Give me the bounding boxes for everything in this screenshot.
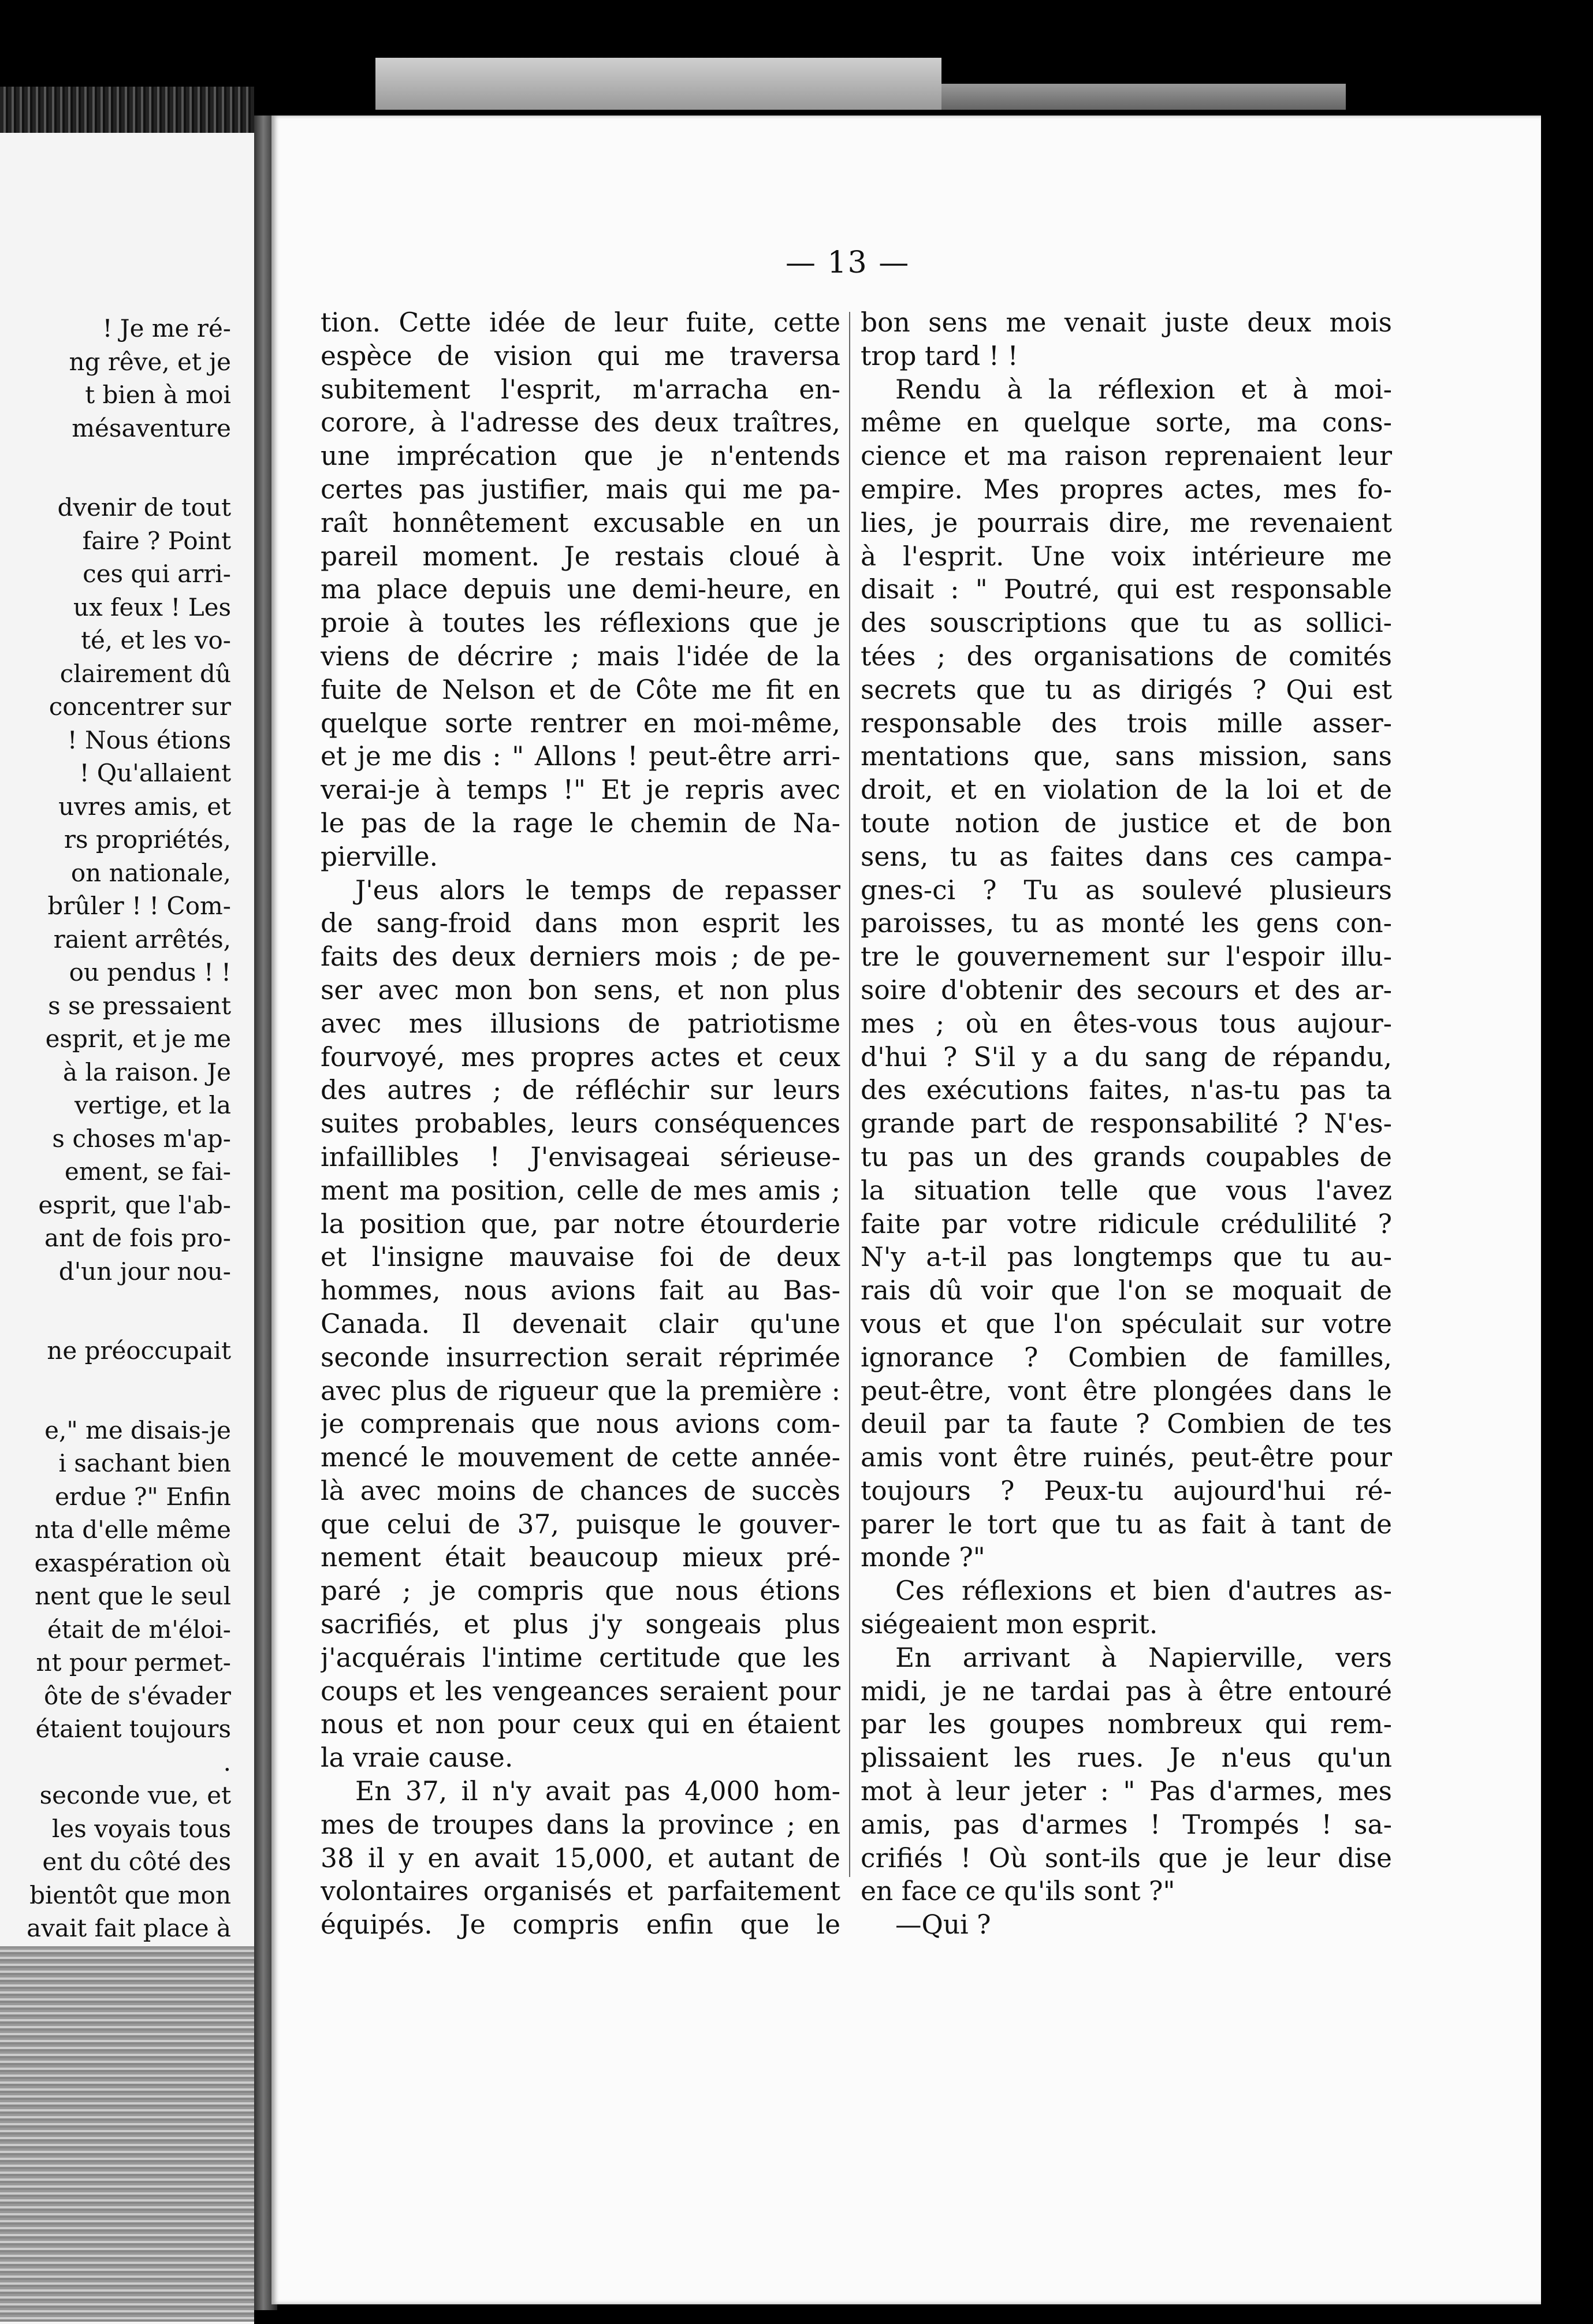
text-line: et l'insigne mauvaise foi de deux [321,1242,840,1273]
text-line: mot à leur jeter : " Pas d'armes, mes [861,1776,1392,1807]
text-line: proie à toutes les réflexions que je [321,608,840,639]
text-line: mencé le mouvement de cette année- [321,1442,840,1473]
text-line: volontaires organisés et parfaitement [321,1876,840,1907]
text-line: gnes-ci ? Tu as soulevé plusieurs [861,874,1392,906]
text-line: mentations que, sans mission, sans [861,741,1392,772]
facing-page-line: ement, se fai- [64,1157,231,1186]
facing-page-line: les voyais tous [51,1814,231,1843]
text-line: mes de troupes dans la province ; en [321,1809,840,1840]
facing-page-line: erdue ?" Enfin [54,1482,231,1511]
text-line: des autres ; de réfléchir sur leurs [321,1075,840,1106]
text-line: faits des deux derniers mois ; de pe- [321,941,840,973]
text-line: cience et ma raison reprenaient leur [861,441,1392,472]
scan-tab-shadow [941,84,1346,110]
text-line: espèce de vision qui me traversa [321,340,840,371]
text-line: J'eus alors le temps de repasser [355,874,840,906]
facing-page-line: ! Qu'allaient [79,759,231,787]
facing-page-line: bientôt que mon [29,1880,231,1909]
text-line: tion. Cette idée de leur fuite, cette [321,307,840,338]
text-line: En 37, il n'y avait pas 4,000 hom- [355,1776,840,1807]
text-line: tre le gouvernement sur l'espoir illu- [861,941,1392,973]
facing-page-line: ent du côté des [42,1848,231,1876]
text-line: paroisses, tu as monté les gens con- [861,908,1392,939]
facing-page [0,87,254,2324]
text-line: En arrivant à Napierville, vers [895,1642,1392,1673]
binding-strip [0,87,254,133]
text-line: faite par votre ridicule crédulilité ? [861,1208,1392,1239]
text-line: quelque sorte rentrer en moi-même, [321,707,840,739]
text-line: ser avec mon bon sens, et non plus [321,974,840,1005]
text-column-right [861,306,1392,1942]
text-line: même en quelque sorte, ma cons- [861,407,1392,438]
text-line: monde ?" [861,1542,985,1573]
facing-page-line: ! Nous étions [67,725,231,754]
facing-page-line: ! Je me ré- [102,314,231,342]
facing-page-line: était de m'éloi- [47,1615,231,1644]
facing-page-line: seconde vue, et [39,1781,231,1809]
text-line: de sang-froid dans mon esprit les [321,908,840,939]
facing-page-line: on nationale, [70,858,231,887]
text-line: Rendu à la réflexion et à moi- [895,374,1392,405]
text-line: tu pas un des grands coupables de [861,1141,1392,1172]
text-line: 38 il y en avait 15,000, et autant de [321,1842,840,1874]
text-line: raît honnêtement excusable en un [321,507,840,538]
text-line: le pas de la rage le chemin de Na- [321,807,840,839]
text-line: toujours ? Peux-tu aujourd'hui ré- [861,1475,1392,1506]
text-line: équipés. Je compris enfin que le [321,1909,840,1941]
text-line: des souscriptions que tu as sollici- [861,608,1392,639]
text-line: que celui de 37, puisque le gouver- [321,1509,840,1540]
facing-page-line [0,445,231,491]
facing-page-line: d'un jour nou- [58,1257,231,1286]
text-line: rais dû voir que l'on se moquait de [861,1275,1392,1306]
text-line: en face ce qu'ils sont ?" [861,1876,1175,1907]
text-line: mes ; où en êtes-vous tous aujour- [861,1008,1392,1039]
text-line: amis, pas d'armes ! Trompés ! sa- [861,1809,1392,1840]
text-line: toute notion de justice et de bon [861,807,1392,839]
facing-page-line: t bien à moi [85,381,231,409]
text-line: avec mes illusions de patriotisme [321,1008,840,1039]
text-line: nous et non pour ceux qui en étaient [321,1709,840,1740]
facing-page-line: ng rêve, et je [69,347,231,376]
text-line: trop tard ! ! [861,340,1018,371]
facing-page-line: clairement dû [59,659,231,688]
facing-page-line: mésaventure [72,414,231,442]
scan-border [1541,116,1593,2324]
facing-page-line: brûler ! ! Com- [47,892,231,920]
text-line: viens de décrire ; mais l'idée de la [321,640,840,672]
text-line: soire d'obtenir des secours et des ar- [861,974,1392,1005]
text-line: certes pas justifier, mais qui me pa- [321,474,840,505]
facing-page-line: ces qui arri- [83,560,231,588]
text-line: là avec moins de chances de succès [321,1475,840,1506]
text-line: pareil moment. Je restais cloué à [321,541,840,572]
text-line: pierville. [321,841,438,872]
scan-tab [375,58,941,110]
text-line: une imprécation que je n'entends [321,441,840,472]
facing-page-line: i sachant bien [58,1449,231,1477]
text-line: à l'esprit. Une voix intérieure me [861,541,1392,572]
text-line: corore, à l'adresse des deux traîtres, [321,407,840,438]
text-line: empire. Mes propres actes, mes fo- [861,474,1392,505]
facing-page-line: . [223,1748,231,1776]
binding-cloth [0,1946,254,2322]
facing-page-line: ôte de s'évader [43,1681,231,1710]
text-line: ment ma position, celle de mes amis ; [321,1175,840,1206]
text-line: verai-je à temps !" Et je repris avec [321,774,840,806]
text-line: crifiés ! Où sont-ils que je leur dise [861,1842,1392,1874]
text-line: midi, je ne tardai pas à être entouré [861,1675,1392,1707]
facing-page-line: raient arrêtés, [53,925,231,954]
facing-page-line: dvenir de tout [57,493,231,522]
text-line: sens, tu as faites dans ces campa- [861,841,1392,872]
text-line: bon sens me venait juste deux mois [861,307,1392,338]
facing-page-line [0,1368,231,1414]
text-line: par les goupes nombreux qui rem- [861,1709,1392,1740]
text-line: d'hui ? S'il y a du sang de répandu, [861,1041,1392,1072]
text-line: responsable des trois mille asser- [861,707,1392,739]
facing-page-line: ant de fois pro- [44,1224,231,1252]
text-line: grande part de responsabilité ? N'es- [861,1108,1392,1139]
text-line: amis vont être ruinés, peut-être pour [861,1442,1392,1473]
text-line: nement était beaucoup mieux pré- [321,1542,840,1573]
facing-page-line: e," me disais-je [44,1416,231,1444]
facing-page-line: esprit, et je me [45,1025,231,1053]
page-number: — 13 — [786,245,910,280]
facing-page-line: s se pressaient [48,991,231,1020]
text-line: lies, je pourrais dire, me revenaient [861,507,1392,538]
text-line: la situation telle que vous l'avez [861,1175,1392,1206]
facing-page-line: té, et les vo- [81,626,231,654]
facing-page-line: vertige, et la [75,1091,231,1119]
facing-page-line: étaient toujours [35,1715,231,1743]
text-line: vous et que l'on spéculait sur votre [861,1308,1392,1339]
column-rule [849,312,850,1877]
facing-page-line: faire ? Point [82,526,231,555]
facing-page-line: nt pour permet- [36,1648,231,1677]
text-line: sacrifiés, et plus j'y songeais plus [321,1609,840,1640]
facing-page-line: esprit, que l'ab- [38,1190,231,1219]
facing-page-line: ux feux ! Les [73,593,231,621]
facing-page-line [0,1288,231,1334]
text-line: infaillibles ! J'envisageai sérieuse- [321,1141,840,1172]
text-line: peut-être, vont être plongées dans le [861,1375,1392,1406]
facing-page-line: ne préoccupait [47,1336,231,1365]
text-line: N'y a-t-il pas longtemps que tu au- [861,1242,1392,1273]
text-line: ma place depuis une demi-heure, en [321,574,840,605]
text-line: —Qui ? [895,1909,991,1941]
text-line: hommes, nous avions fait au Bas- [321,1275,840,1306]
text-line: disait : " Poutré, qui est responsable [861,574,1392,605]
text-line: des exécutions faites, n'as-tu pas ta [861,1075,1392,1106]
text-line: Ces réflexions et bien d'autres as- [895,1576,1392,1607]
text-line: et je me dis : " Allons ! peut-être arri- [321,741,840,772]
text-line: siégeaient mon esprit. [861,1609,1158,1640]
text-line: plissaient les rues. Je n'eus qu'un [861,1742,1392,1774]
text-line: seconde insurrection serait réprimée [321,1342,840,1373]
text-line: paré ; je compris que nous étions [321,1576,840,1607]
facing-page-line: ou pendus ! ! [69,958,231,986]
text-line: fuite de Nelson et de Côte me fit en [321,674,840,705]
text-line: je comprenais que nous avions com- [321,1409,840,1440]
text-line: ignorance ? Combien de familles, [861,1342,1392,1373]
text-column-left [321,306,840,1942]
text-line: tées ; des organisations de comités [861,640,1392,672]
text-line: j'acquérais l'intime certitude que les [321,1642,840,1673]
facing-page-line: exaspération où [34,1548,231,1577]
text-line: la position que, par notre étourderie [321,1208,840,1239]
text-line: Canada. Il devenait clair qu'une [321,1308,840,1339]
text-line: secrets que tu as dirigés ? Qui est [861,674,1392,705]
facing-page-line: concentrer sur [49,692,231,721]
text-line: avec plus de rigueur que la première : [321,1375,840,1406]
text-line: deuil par ta faute ? Combien de tes [861,1409,1392,1440]
text-line: suites probables, leurs conséquences [321,1108,840,1139]
facing-page-text [0,312,254,1978]
text-line: droit, et en violation de la loi et de [861,774,1392,806]
facing-page-line: avait fait place à [27,1914,231,1942]
facing-page-line: uvres amis, et [58,792,231,821]
text-line: fourvoyé, mes propres actes et ceux [321,1041,840,1072]
facing-page-line: s choses m'ap- [52,1124,231,1153]
text-line: la vraie cause. [321,1742,513,1774]
text-line: subitement l'esprit, m'arracha en- [321,374,840,405]
facing-page-line: nta d'elle même [34,1515,231,1544]
text-line: coups et les vengeances seraient pour [321,1675,840,1707]
facing-page-line: nent que le seul [35,1582,231,1610]
text-line: parer le tort que tu as fait à tant de [861,1509,1392,1540]
facing-page-line: à la raison. Je [62,1057,231,1086]
facing-page-line: rs propriétés, [64,825,231,854]
